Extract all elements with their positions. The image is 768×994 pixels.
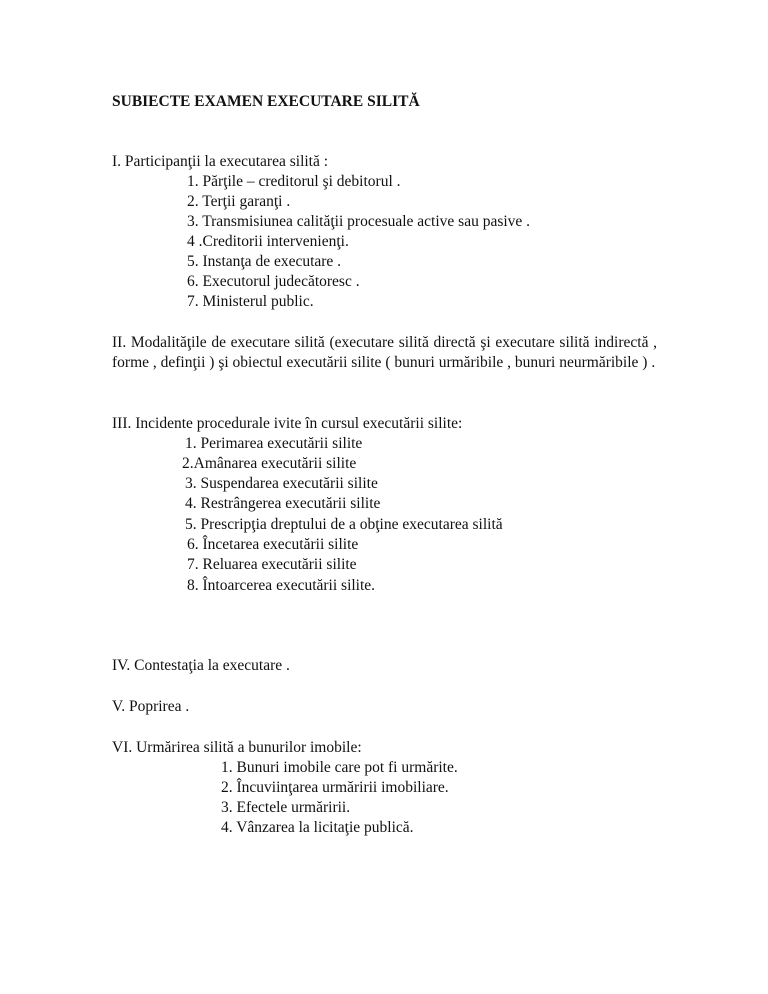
section-1-item: 2. Terţii garanţi .: [187, 193, 291, 210]
section-1-item: 6. Executorul judecătoresc .: [187, 273, 360, 290]
section-1-item: 7. Ministerul public.: [187, 293, 314, 310]
section-3-item: 2.Amânarea executării silite: [182, 455, 357, 472]
section-1-item: 4 .Creditorii intervenienţi.: [187, 233, 349, 250]
section-6-item: 3. Efectele urmăririi.: [221, 799, 351, 816]
section-6-item: 1. Bunuri imobile care pot fi urmărite.: [221, 759, 458, 776]
section-3-item: 4. Restrângerea executării silite: [185, 495, 381, 512]
section-6-heading: VI. Urmărirea silită a bunurilor imobile:: [112, 739, 362, 756]
section-3-item: 6. Încetarea executării silite: [187, 536, 359, 553]
section-1-item: 3. Transmisiunea calităţii procesuale active sau pasive .: [187, 213, 531, 230]
section-6-item: 2. Încuviinţarea urmăririi imobiliare.: [221, 779, 449, 796]
section-3-item: 7. Reluarea executării silite: [187, 556, 357, 573]
section-3-heading: III. Incidente procedurale ivite în cursul executării silite:: [112, 415, 463, 432]
section-5-heading: V. Poprirea .: [112, 698, 190, 715]
section-3-item: 8. Întoarcerea executării silite.: [187, 577, 376, 594]
section-1-item: 1. Părţile – creditorul şi debitorul .: [187, 173, 401, 190]
section-1-item: 5. Instanţa de executare .: [187, 253, 342, 270]
section-3-item: 5. Prescripţia dreptului de a obţine executarea silită: [185, 516, 503, 533]
section-6-item: 4. Vânzarea la licitaţie publică.: [221, 819, 414, 836]
document-title: SUBIECTE EXAMEN EXECUTARE SILITĂ: [112, 93, 420, 110]
section-1-heading: I. Participanţii la executarea silită :: [112, 153, 329, 170]
section-3-item: 1. Perimarea executării silite: [185, 435, 363, 452]
section-2-paragraph: II. Modalităţile de executare silită (executare silită directă şi executare silită indirectă , forme , definţii ) şi obiectul executării silite ( bunuri urmăribile , bunuri neurmăribile ) .: [112, 334, 657, 371]
section-3-item: 3. Suspendarea executării silite: [185, 475, 378, 492]
section-4-heading: IV. Contestaţia la executare .: [112, 657, 290, 674]
